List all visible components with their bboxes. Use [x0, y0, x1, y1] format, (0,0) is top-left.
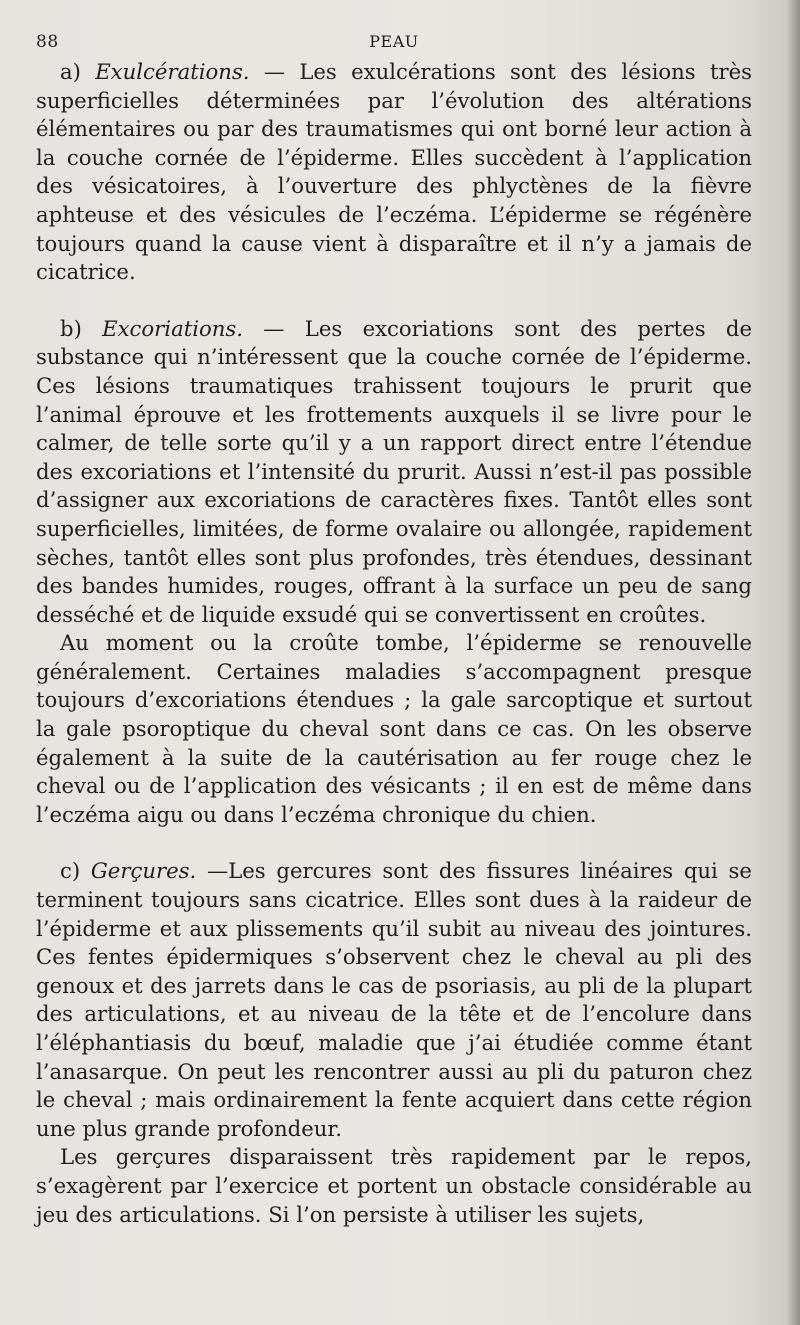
paragraph	[36, 58, 752, 287]
running-title: PEAU	[369, 32, 419, 51]
section-term: Exulcérations.	[95, 59, 250, 84]
paragraph-text: —Les gercures sont des fissures linéaires qui se terminent toujours sans cicatrice. Elles sont dues à la raideur de l’épiderme et aux plissements qu’il subit au niveau des jointures. Ces fentes épidermiques s’observent chez le cheval au pli des genoux et des jarrets dans le cas de psoriasis, au pli de la plupart des articulations, et au niveau de la tête et de l’encolure dans l’éléphantiasis du bœuf, maladie que j’ai étudiée comme étant l’anasarque. On peut les rencontrer aussi au pli du paturon chez le cheval ; mais ordinairement la fente acquiert dans cette région une plus grande profondeur.	[36, 858, 752, 1141]
section-term: Excoriations.	[102, 315, 244, 341]
section-label: a)	[60, 59, 81, 84]
paragraph: Les gerçures disparaissent très rapidement par le repos, s’exagèrent par l’exercice et portent un obstacle considérable au jeu des articulations. Si l’on persiste à utiliser les sujets,	[36, 1144, 752, 1227]
section-gercures	[36, 857, 752, 1229]
paragraph	[36, 315, 752, 630]
section-exulcerations	[36, 58, 752, 287]
section-label: c)	[60, 858, 81, 884]
section-label: b)	[60, 315, 82, 341]
running-header	[36, 28, 752, 58]
page-number: 88	[36, 32, 59, 52]
section-term: Gerçures.	[90, 858, 197, 884]
section-excoriations	[36, 315, 752, 830]
paragraph-text: — Les excoriations sont des pertes de substance qui n’intéressent que la couche cornée de l’épiderme. Ces lésions traumatiques trahissent toujours le prurit que l’animal éprouve et les frottements auxquels il se livre pour le calmer, de telle sorte qu’il y a un rapport direct entre l’étendue des excoriations et l’intensité du prurit. Aussi n’est-il pas possible d’assigner aux excoriations de caractères fixes. Tantôt elles sont superficielles, limitées, de forme ovalaire ou allongée, rapidement sèches, tantôt elles sont plus profondes, très étendues, dessinant des bandes humides, rouges, offrant à la surface un peu de sang desséché et de liquide exsudé qui se convertissent en croûtes.	[36, 315, 752, 627]
paragraph	[36, 857, 752, 1143]
paragraph: Au moment ou la croûte tombe, l’épiderme se renouvelle généralement. Certaines maladies s’accompagnent presque toujours d’excoriations étendues ; la gale sarcoptique et surtout la gale psoroptique du cheval sont dans ce cas. On les observe également à la suite de la cautérisation au fer rouge chez le cheval ou de l’application des vésicants ; il en est de même dans l’eczéma aigu ou dans l’eczéma chronique du chien.	[36, 630, 752, 827]
paragraph-text: — Les exulcérations sont des lésions très superficielles déterminées par l’évolution des altérations élémentaires ou par des traumatismes qui ont borné leur action à la couche cornée de l’épiderme. Elles succèdent à l’application des vésicatoires, à l’ouverture des phlyctènes de la fièvre aphteuse et des vésicules de l’eczéma. L’épiderme se régénère toujours quand la cause vient à disparaître et il n’y a jamais de cicatrice.	[36, 59, 752, 285]
page-shadow-edge	[786, 0, 800, 1325]
